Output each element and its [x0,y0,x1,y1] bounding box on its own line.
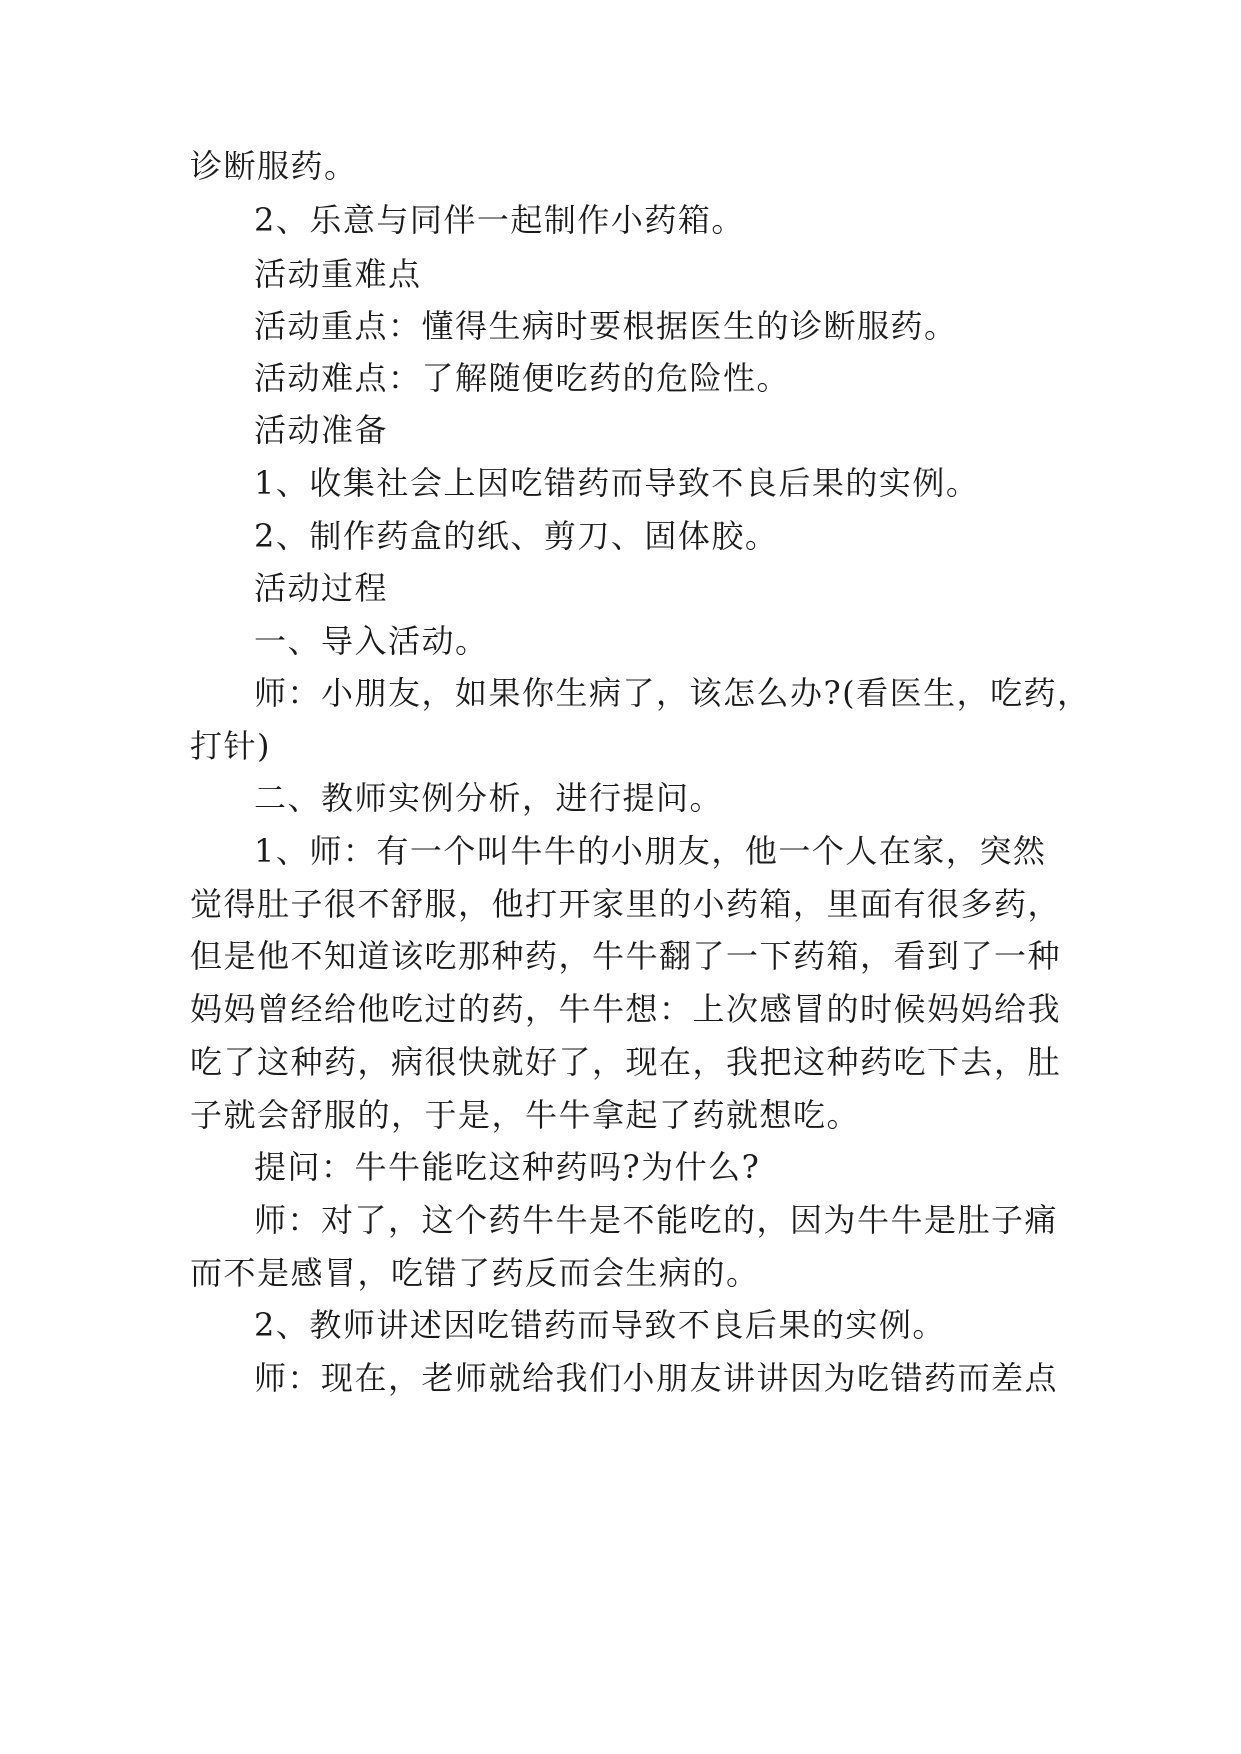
section-heading: 活动重难点 [254,255,422,293]
text-line: 诊断服药。 [190,147,358,185]
text-line: 1、收集社会上因吃错药而导致不良后果的实例。 [254,464,980,502]
section-heading: 活动过程 [254,569,389,607]
text-line: 打针) [190,727,271,765]
text-line: 师：现在，老师就给我们小朋友讲讲因为吃错药而差点 [254,1359,1059,1397]
text-line: 一、导入活动。 [254,622,489,660]
text-line: 提问：牛牛能吃这种药吗?为什么? [254,1148,761,1186]
text-line: 2、教师讲述因吃错药而导致不良后果的实例。 [254,1306,946,1344]
text-line: 师：对了，这个药牛牛是不能吃的，因为牛牛是肚子痛 [254,1201,1059,1239]
text-line: 觉得肚子很不舒服，他打开家里的小药箱，里面有很多药， [190,885,1062,923]
text-line: 1、师：有一个叫牛牛的小朋友，他一个人在家，突然 [254,832,1047,870]
text-line: 吃了这种药，病很快就好了，现在，我把这种药吃下去，肚 [190,1043,1062,1081]
text-line: 二、教师实例分析，进行提问。 [254,779,724,817]
text-line: 而不是感冒，吃错了药反而会生病的。 [190,1254,760,1292]
text-line: 师：小朋友，如果你生病了，该怎么办?(看医生，吃药， [254,674,1091,712]
text-line: 2、制作药盒的纸、剪刀、固体胶。 [254,517,779,555]
text-line: 2、乐意与同伴一起制作小药箱。 [254,201,745,239]
text-line: 妈妈曾经给他吃过的药，牛牛想：上次感冒的时候妈妈给我 [190,990,1062,1028]
section-heading: 活动准备 [254,411,389,449]
text-line: 但是他不知道该吃那种药，牛牛翻了一下药箱，看到了一种 [190,937,1062,975]
text-line: 子就会舒服的，于是，牛牛拿起了药就想吃。 [190,1096,861,1134]
text-line: 活动难点：了解随便吃药的危险性。 [254,359,791,397]
text-line: 活动重点：懂得生病时要根据医生的诊断服药。 [254,307,958,345]
